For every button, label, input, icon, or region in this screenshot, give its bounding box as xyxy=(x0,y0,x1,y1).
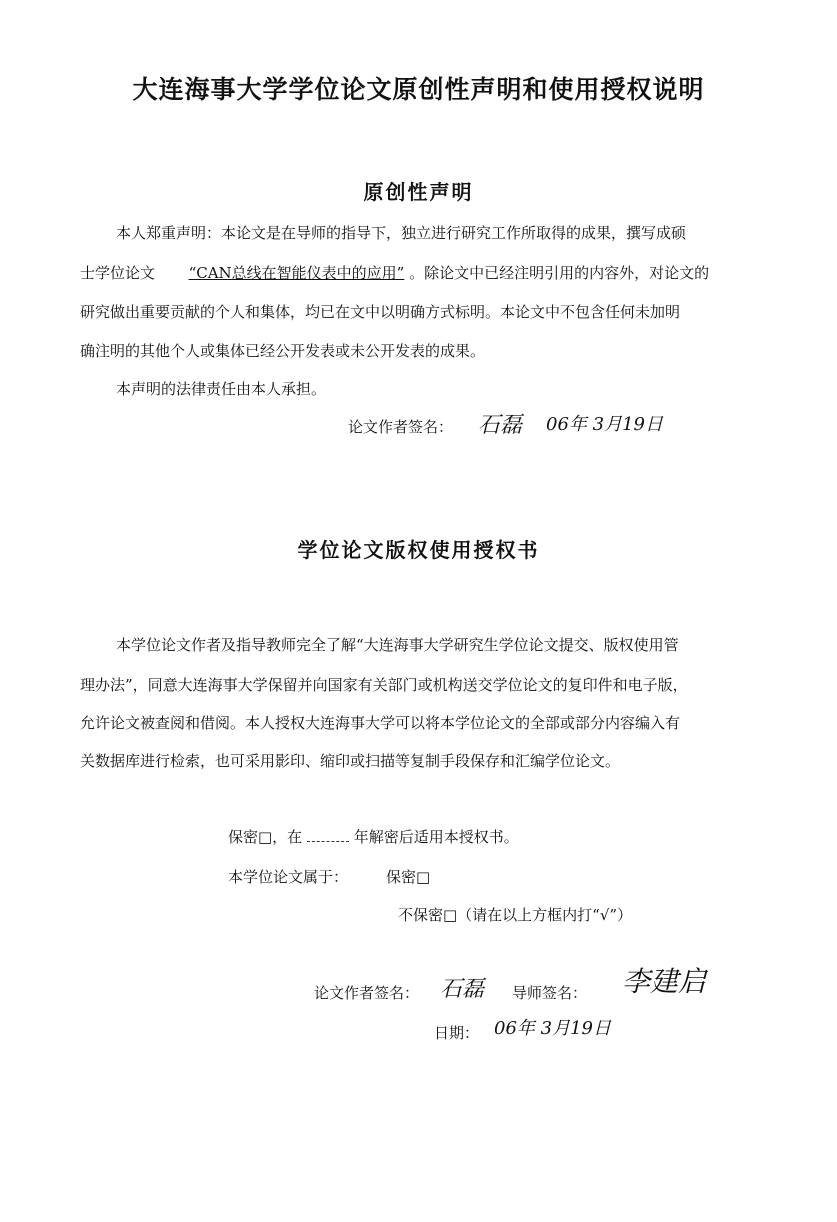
authorization-date: 06年 3月19日 xyxy=(494,1018,611,1039)
advisor-signature: 李建启 xyxy=(622,965,707,998)
authorization-line-1: 本学位论文作者及指导教师完全了解“大连海事大学研究生学位论文提交、版权使用管 xyxy=(116,636,679,654)
author-sign-label: 论文作者签名： xyxy=(314,984,420,1002)
secret-line-pre: 保密□，在 xyxy=(228,828,303,846)
option-not-secret: 不保密□（请在以上方框内打“√”） xyxy=(398,906,633,924)
originality-sign-date: 06年 3月19日 xyxy=(546,414,663,435)
secret-option-line xyxy=(228,826,519,847)
years-blank xyxy=(307,829,349,842)
originality-line-2 xyxy=(80,262,709,283)
secret-line-post: 年解密后适用本授权书。 xyxy=(353,828,519,846)
author-signature: 石磊 xyxy=(478,413,523,438)
authorization-line-4: 关数据库进行检索，也可采用影印、缩印或扫描等复制手段保存和汇编学位论文。 xyxy=(80,752,621,770)
author-signature-2: 石磊 xyxy=(440,977,485,1002)
authorization-heading: 学位论文版权使用授权书 xyxy=(297,538,540,562)
belongs-label: 本学位论文属于： xyxy=(228,868,349,886)
originality-line-2-post: 。除论文中已经注明引用的内容外，对论文的 xyxy=(409,264,710,282)
option-secret: 保密□ xyxy=(386,868,431,886)
originality-line-3: 研究做出重要贡献的个人和集体，均已在文中以明确方式标明。本论文中不包含任何未加明 xyxy=(80,303,681,321)
originality-heading: 原创性声明 xyxy=(363,180,474,204)
thesis-title: “CAN总线在智能仪表中的应用” xyxy=(188,264,405,282)
originality-liability: 本声明的法律责任由本人承担。 xyxy=(116,380,327,398)
authorization-line-3: 允许论文被查阅和借阅。本人授权大连海事大学可以将本学位论文的全部或部分内容编入有 xyxy=(80,714,681,732)
originality-line-1: 本人郑重声明：本论文是在导师的指导下，独立进行研究工作所取得的成果，撰写成硕 xyxy=(116,224,687,242)
advisor-sign-label: 导师签名： xyxy=(512,984,588,1002)
originality-line-4: 确注明的其他个人或集体已经公开发表或未公开发表的成果。 xyxy=(80,342,486,360)
authorization-line-2: 理办法”，同意大连海事大学保留并向国家有关部门或机构送交学位论文的复印件和电子版， xyxy=(80,676,688,694)
originality-sign-label: 论文作者签名： xyxy=(348,418,454,436)
page-title: 大连海事大学学位论文原创性声明和使用授权说明 xyxy=(132,75,705,104)
date-label: 日期： xyxy=(434,1024,480,1042)
originality-line-2-pre: 士学位论文 xyxy=(80,264,156,282)
